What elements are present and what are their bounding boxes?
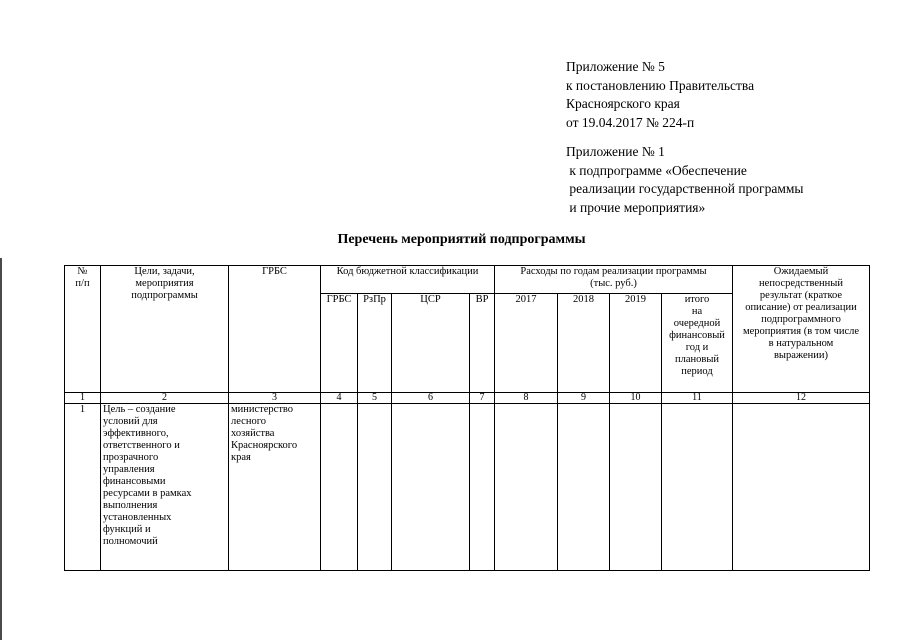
header-code-rzpr: РзПр (358, 294, 392, 393)
row-code-vr (470, 404, 495, 571)
column-number: 6 (392, 393, 470, 404)
appendix-1-block (566, 143, 803, 217)
header-year-2019: 2019 (610, 294, 662, 393)
row-num: 1 (65, 404, 101, 571)
table-header-row (65, 266, 870, 294)
table-row (65, 404, 870, 571)
appendix-5-line: от 19.04.2017 № 224-п (566, 114, 695, 130)
appendix-1-line: и прочие мероприятия» (566, 199, 706, 215)
column-number: 10 (610, 393, 662, 404)
column-number: 11 (662, 393, 733, 404)
activities-table (64, 265, 870, 571)
column-number: 1 (65, 393, 101, 404)
column-number: 5 (358, 393, 392, 404)
header-expenses: Расходы по годам реализации программы (тыс. руб.) (495, 266, 733, 294)
document-title: Перечень мероприятий подпрограммы (337, 232, 586, 247)
header-year-2017: 2017 (495, 294, 558, 393)
row-total (662, 404, 733, 571)
header-code-vr: ВР (470, 294, 495, 393)
row-2019 (610, 404, 662, 571)
appendix-1-line: к подпрограмме «Обеспечение (566, 162, 747, 178)
header-goals: Цели, задачи, мероприятия подпрограммы (101, 266, 229, 393)
column-number: 2 (101, 393, 229, 404)
row-code-grbs (321, 404, 358, 571)
row-2017 (495, 404, 558, 571)
header-num: № п/п (65, 266, 101, 393)
appendix-5-line: Приложение № 5 (566, 59, 665, 74)
scan-edge (0, 258, 2, 640)
row-code-csr (392, 404, 470, 571)
header-budget-code: Код бюджетной классификации (321, 266, 495, 294)
row-2018 (558, 404, 610, 571)
header-grbs: ГРБС (229, 266, 321, 393)
appendix-1-line: реализации государственной программы (566, 181, 804, 196)
header-year-2018: 2018 (558, 294, 610, 393)
header-total: итого на очередной финансовый год и плановый период (662, 294, 733, 393)
column-number-row (65, 393, 870, 404)
appendix-5-line: к постановлению Правительства (566, 77, 755, 93)
appendix-5-line: Красноярского края (566, 96, 680, 111)
column-number: 9 (558, 393, 610, 404)
header-code-grbs: ГРБС (321, 294, 358, 393)
column-number: 3 (229, 393, 321, 404)
column-number: 4 (321, 393, 358, 404)
column-number: 12 (733, 393, 870, 404)
row-code-rzpr (358, 404, 392, 571)
header-code-csr: ЦСР (392, 294, 470, 393)
appendix-5-block (566, 58, 754, 132)
row-goal: Цель – создание условий для эффективного, ответственного и прозрачного управления финансовыми ресурсами в рамках выполнения установленных функций и полномочий (101, 404, 229, 571)
appendix-1-line: Приложение № 1 (566, 144, 665, 159)
column-number: 7 (470, 393, 495, 404)
header-expected-result: Ожидаемый непосредственный результат (краткое описание) от реализации подпрограммного мероприятия (в том числе в натуральном выражении) (733, 266, 870, 393)
column-number: 8 (495, 393, 558, 404)
row-grbs: министерство лесного хозяйства Красноярского края (229, 404, 321, 571)
row-expected-result (733, 404, 870, 571)
